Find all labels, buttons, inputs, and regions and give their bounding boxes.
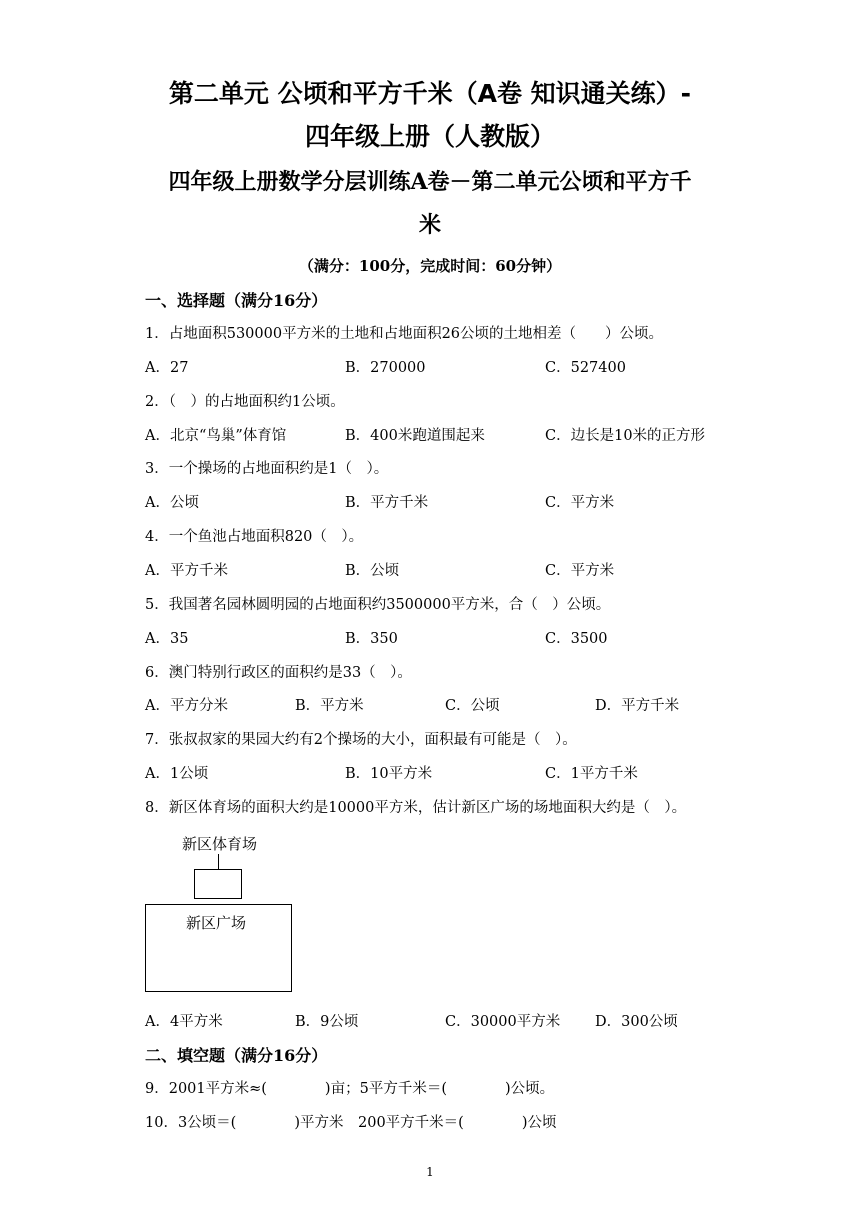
q2-option-a: A．北京“鸟巢”体育馆	[145, 428, 287, 444]
subtitle-line1: 四年级上册数学分层训练A卷－第二单元公顷和平方千	[168, 169, 692, 195]
q1-option-b: B．270000	[345, 360, 426, 376]
q6-option-b: B．平方米	[295, 698, 364, 714]
question-1: 1．占地面积530000平方米的土地和占地面积26公顷的土地相差（ ）公顷。	[145, 326, 664, 342]
plaza-label: 新区广场	[186, 914, 247, 932]
question-4: 4．一个鱼池占地面积820（ ）。	[145, 529, 364, 545]
stadium-pointer-line	[218, 854, 219, 870]
q5-option-b: B．350	[345, 631, 398, 647]
page-title-line1: 第二单元 公顷和平方千米（A卷 知识通关练）-	[168, 79, 692, 108]
question-10: 10．3公顷＝( )平方米 200平方千米＝( )公顷	[145, 1115, 557, 1131]
q1-option-c: C．527400	[545, 360, 626, 376]
question-9: 9．2001平方米≈( )亩；5平方千米＝( )公顷。	[145, 1081, 555, 1097]
q2-option-c: C．边长是10米的正方形	[545, 428, 706, 444]
q2-option-b: B．400米跑道围起来	[345, 428, 485, 444]
score-info: （满分：100分，完成时间：60分钟）	[298, 257, 562, 275]
q8-option-c: C．30000平方米	[445, 1014, 561, 1030]
q6-option-a: A．平方分米	[145, 698, 228, 714]
q3-option-c: C．平方米	[545, 495, 615, 511]
q7-option-b: B．10平方米	[345, 766, 433, 782]
question-5: 5．我国著名园林圆明园的占地面积约3500000平方米，合（ ）公顷。	[145, 597, 611, 613]
q6-option-d: D．平方千米	[595, 698, 680, 714]
q7-option-c: C．1平方千米	[545, 766, 638, 782]
q7-option-a: A．1公顷	[145, 766, 209, 782]
q8-option-b: B．9公顷	[295, 1014, 359, 1030]
subtitle-line2: 米	[418, 212, 441, 238]
q3-option-a: A．公顷	[145, 495, 199, 511]
stadium-label: 新区体育场	[182, 835, 258, 853]
question-8: 8．新区体育场的面积大约是10000平方米，估计新区广场的场地面积大约是（ ）。	[145, 800, 687, 816]
q8-option-d: D．300公顷	[595, 1014, 678, 1030]
question-3: 3．一个操场的占地面积约是1（ ）。	[145, 461, 389, 477]
page-number: 1	[426, 1165, 434, 1179]
stadium-rect	[194, 869, 242, 899]
q4-option-a: A．平方千米	[145, 563, 228, 579]
q5-option-a: A．35	[145, 631, 189, 647]
q4-option-c: C．平方米	[545, 563, 615, 579]
q1-option-a: A．27	[145, 360, 189, 376]
page-title-line2: 四年级上册（人教版）	[304, 122, 555, 151]
question-7: 7．张叔叔家的果园大约有2个操场的大小，面积最有可能是（ ）。	[145, 732, 577, 748]
section-heading-fill: 二、填空题（满分16分）	[145, 1046, 328, 1065]
q5-option-c: C．3500	[545, 631, 608, 647]
question-2: 2．（ ）的占地面积约1公顷。	[145, 394, 345, 410]
question-6: 6．澳门特别行政区的面积约是33（ ）。	[145, 665, 412, 681]
q8-option-a: A．4平方米	[145, 1014, 223, 1030]
q3-option-b: B．平方千米	[345, 495, 429, 511]
q6-option-c: C．公顷	[445, 698, 500, 714]
section-heading-choice: 一、选择题（满分16分）	[145, 291, 328, 310]
q4-option-b: B．公顷	[345, 563, 400, 579]
